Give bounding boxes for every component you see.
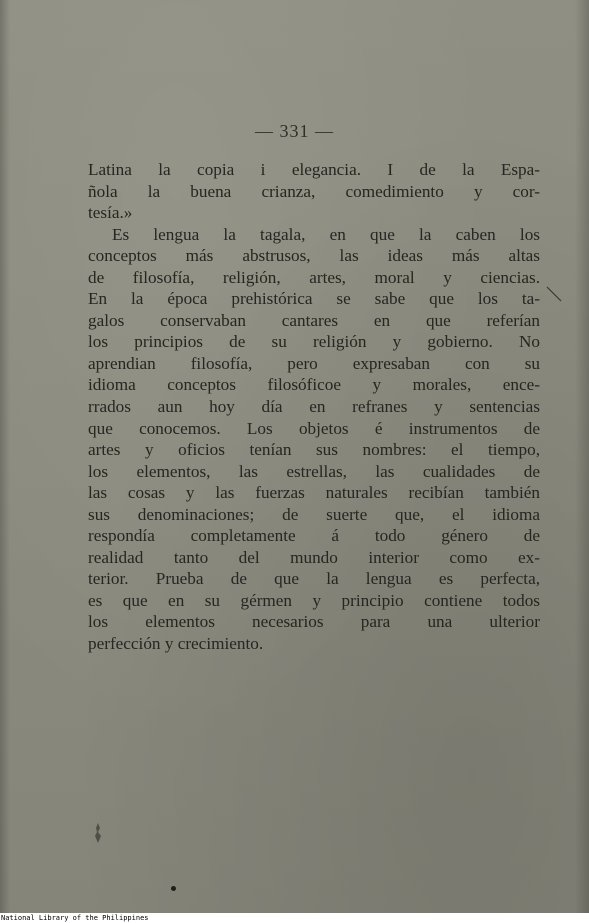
margin-pencil-mark	[545, 285, 565, 305]
ink-stain-mark	[92, 822, 104, 844]
text-line: las cosas y las fuerzas naturales recibían también	[88, 483, 540, 503]
text-line: de filosofía, religión, artes, moral y ciencias.	[88, 267, 540, 287]
text-line: que conocemos. Los objetos é instrumentos de	[88, 418, 540, 438]
text-line: Latina la copia i elegancia. I de la Espa-	[88, 160, 540, 179]
text-line: perfección y crecimiento.	[88, 634, 264, 654]
ink-dot	[171, 886, 176, 891]
text-line: artes y oficios tenían sus nombres: el tiempo,	[88, 440, 540, 460]
text-line: realidad tanto del mundo interior como ex-	[88, 547, 540, 567]
text-line: galos conservaban cantares en que referían	[88, 310, 540, 330]
text-line: En la época prehistórica se sabe que los ta-	[88, 289, 540, 309]
text-line: conceptos más abstrusos, las ideas más altas	[88, 246, 540, 266]
text-line: aprendian filosofía, pero expresaban con su	[88, 353, 540, 373]
text-line: rrados aun hoy día en refranes y sentencias	[88, 397, 540, 417]
library-credit: National Library of the Philippines	[0, 913, 589, 923]
body-text	[88, 159, 540, 655]
text-line: Es lengua la tagala, en que la caben los	[112, 224, 540, 244]
text-line: ñola la buena crianza, comedimiento y cor-	[88, 181, 540, 201]
text-line: los elementos, las estrellas, las cualidades de	[88, 461, 540, 481]
text-line: los elementos necesarios para una ulterior	[88, 612, 540, 632]
text-line: tesía.»	[88, 203, 133, 223]
text-line: es que en su gérmen y principio contiene todos	[88, 590, 540, 610]
text-line: los principios de su religión y gobierno. No	[88, 332, 540, 352]
text-line: idioma conceptos filosóficoe y morales, ence-	[88, 375, 540, 395]
text-line: terior. Prueba de que la lengua es perfecta,	[88, 569, 540, 589]
page-number: — 331 —	[255, 121, 334, 141]
text-line: respondía completamente á todo género de	[88, 526, 540, 546]
text-line: sus denominaciones; de suerte que, el idioma	[88, 504, 540, 524]
